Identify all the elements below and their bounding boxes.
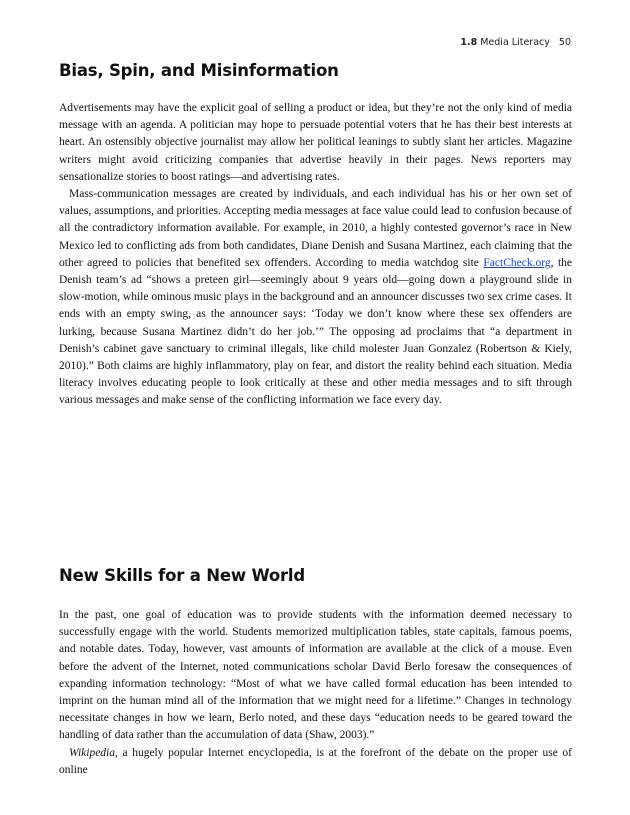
section-heading-new-skills: New Skills for a New World [59, 566, 305, 585]
wikipedia-title: Wikipedia [69, 746, 115, 759]
paragraph: Advertisements may have the explicit goal of selling a product or idea, but they’re not the only kind of media message with an agenda. A politician may hope to persuade potential voters that he has their best interests at heart. An ostensibly objective journalist may allow her political leanings to subtly slant her articles. Magazine writers might avoid criticizing companies that advertise heavily in their pages. News reporters may sensationalize stories to boost ratings—and advertising rates. [59, 102, 572, 183]
paragraph-text: , the Denish team’s ad “shows a preteen girl—seemingly about 9 years old—going down a playground slide in slow-motion, while ominous music plays in the background and an announcer discusses two sex crime cases. It ends with an empty swing, as the announcer says: ‘Today we don’t know where these sex offenders are lurking, because Susana Martinez didn’t do her job.’” The opposing ad proclaims that “a department in Denish’s cabinet gave sanctuary to criminal illegals, like child molester Juan Gonzalez (Robertson & Kiely, 2010).” Both claims are highly inflammatory, play on fear, and distort the reality behind each situation. Media literacy involves educating people to look critically at these and other media messages and to sift through various messages and make sense of the conflicting information we face every day. [59, 256, 572, 407]
paragraph [59, 745, 572, 779]
paragraph-text: , a hugely popular Internet encyclopedia, is at the forefront of the debate on the proper use of online [59, 746, 572, 776]
running-head [460, 37, 571, 48]
section-heading-bias: Bias, Spin, and Misinformation [59, 61, 339, 80]
page-number: 50 [558, 37, 571, 48]
section-body-new-skills [59, 607, 572, 779]
factcheck-link[interactable]: FactCheck.org [483, 256, 551, 269]
paragraph [59, 186, 572, 410]
paragraph: In the past, one goal of education was to provide students with the information deemed necessary to successfully engage with the world. Students memorized multiplication tables, state capitals, famous poems, and notable dates. Today, however, vast amounts of information are available at the click of a mouse. Even before the advent of the Internet, noted communications scholar David Berlo foresaw the consequences of expanding information technology: “Most of what we have called formal education has been intended to imprint on the human mind all of the information that we might need for a lifetime.” Changes in technology necessitate changes in how we learn, Berlo noted, and these days “education needs to be geared toward the handling of data rather than the accumulation of data (Shaw, 2003).” [59, 609, 572, 742]
chapter-number: 1.8 [460, 37, 478, 48]
paragraph-text: Mass-communication messages are created by individuals, and each individual has his or her own set of values, assumptions, and priorities. Accepting media messages at face value could lead to confusion because of all the contradictory information available. For example, in 2010, a highly contested governor’s race in New Mexico led to conflicting ads from both candidates, Diane Denish and Susana Martinez, each claiming that the other agreed to policies that benefited sex offenders. According to media watchdog site [59, 188, 572, 269]
section-body-bias [59, 100, 572, 410]
chapter-title: Media Literacy [480, 37, 550, 48]
